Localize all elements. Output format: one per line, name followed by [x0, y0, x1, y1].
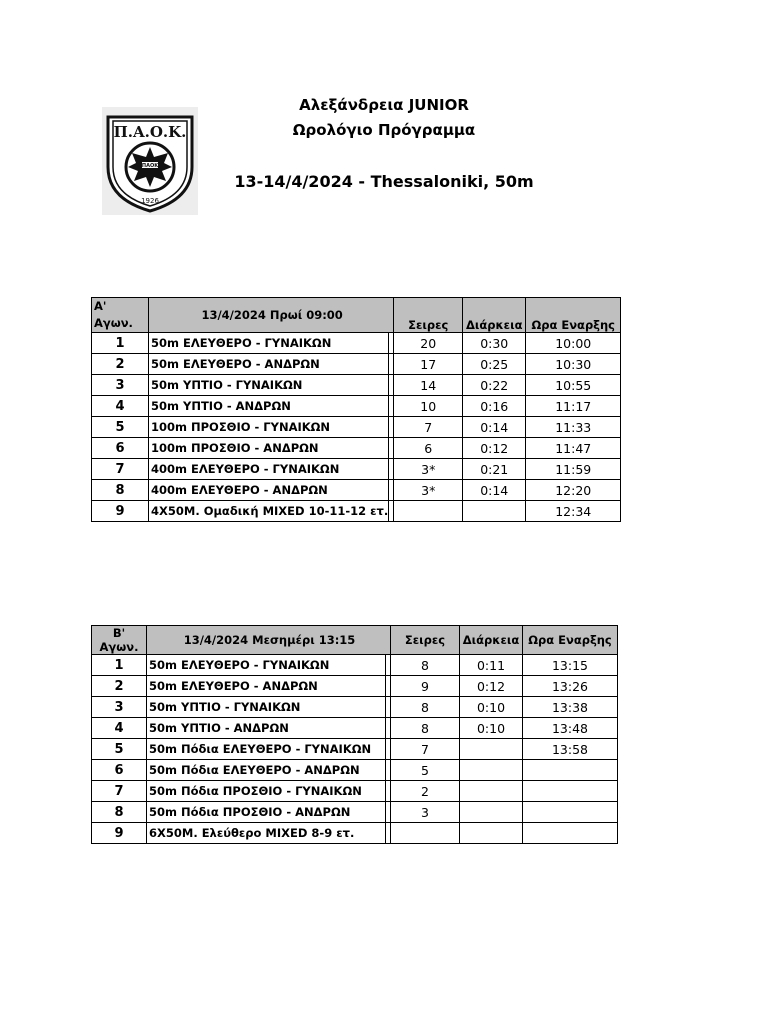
duration: 0:22	[463, 375, 526, 396]
event-name: 4X50M. Ομαδική MIXED 10-11-12 ετ.	[149, 501, 389, 522]
series-count: 6	[394, 438, 463, 459]
table-row	[92, 718, 618, 739]
series-count: 3*	[394, 459, 463, 480]
event-name: 50m Πόδια ΕΛΕΥΘΕΡΟ - ΑΝΔΡΩΝ	[147, 760, 386, 781]
event-name: 100m ΠΡΟΣΘΙΟ - ΑΝΔΡΩΝ	[149, 438, 389, 459]
series-count: 20	[394, 333, 463, 354]
series-count: 5	[391, 760, 460, 781]
col-series: Σειρες	[391, 626, 460, 655]
start-time: 11:47	[526, 438, 621, 459]
table-row	[92, 760, 618, 781]
event-name: 6X50M. Ελεύθερο MIXED 8-9 ετ.	[147, 823, 386, 844]
duration: 0:12	[460, 676, 523, 697]
start-time: 10:30	[526, 354, 621, 375]
event-name: 50m ΕΛΕΥΘΕΡΟ - ΑΝΔΡΩΝ	[149, 354, 389, 375]
start-time: 13:58	[523, 739, 618, 760]
duration: 0:16	[463, 396, 526, 417]
event-number: 1	[92, 655, 147, 676]
series-count	[391, 823, 460, 844]
table-row	[92, 501, 621, 522]
start-time: 12:34	[526, 501, 621, 522]
event-number: 9	[92, 501, 149, 522]
session-title: 13/4/2024 Πρωί 09:00	[149, 298, 394, 333]
start-time: 11:33	[526, 417, 621, 438]
series-count: 3	[391, 802, 460, 823]
session-a-table	[91, 297, 621, 522]
series-count: 8	[391, 718, 460, 739]
event-name: 50m Πόδια ΕΛΕΥΘΕΡΟ - ΓΥΝΑΙΚΩΝ	[147, 739, 386, 760]
series-count: 7	[391, 739, 460, 760]
series-count: 8	[391, 697, 460, 718]
event-number: 1	[92, 333, 149, 354]
event-number: 2	[92, 354, 149, 375]
event-name: 50m ΥΠΤΙΟ - ΑΝΔΡΩΝ	[149, 396, 389, 417]
start-time: 11:17	[526, 396, 621, 417]
event-number: 8	[92, 480, 149, 501]
table-row	[92, 354, 621, 375]
table-row	[92, 438, 621, 459]
svg-text:1926: 1926	[141, 197, 159, 205]
duration	[463, 501, 526, 522]
start-time	[523, 760, 618, 781]
event-name: 50m Πόδια ΠΡΟΣΘΙΟ - ΓΥΝΑΙΚΩΝ	[147, 781, 386, 802]
table-row	[92, 739, 618, 760]
duration: 0:10	[460, 697, 523, 718]
event-number: 6	[92, 438, 149, 459]
start-time: 13:48	[523, 718, 618, 739]
page-subtitle: Ωρολόγιο Πρόγραμμα	[292, 121, 476, 139]
duration: 0:14	[463, 417, 526, 438]
start-time: 10:55	[526, 375, 621, 396]
table-row	[92, 697, 618, 718]
table-row	[92, 781, 618, 802]
start-time: 10:00	[526, 333, 621, 354]
table-row	[92, 802, 618, 823]
event-number: 7	[92, 459, 149, 480]
duration: 0:10	[460, 718, 523, 739]
duration: 0:12	[463, 438, 526, 459]
start-time: 13:26	[523, 676, 618, 697]
duration: 0:25	[463, 354, 526, 375]
event-name: 50m ΥΠΤΙΟ - ΓΥΝΑΙΚΩΝ	[149, 375, 389, 396]
start-time: 12:20	[526, 480, 621, 501]
start-time	[523, 823, 618, 844]
start-time: 13:15	[523, 655, 618, 676]
duration	[460, 781, 523, 802]
series-count: 3*	[394, 480, 463, 501]
event-name: 50m ΕΛΕΥΘΕΡΟ - ΓΥΝΑΙΚΩΝ	[149, 333, 389, 354]
table-row	[92, 417, 621, 438]
table-row	[92, 333, 621, 354]
event-name: 400m ΕΛΕΥΘΕΡΟ - ΓΥΝΑΙΚΩΝ	[149, 459, 389, 480]
series-count: 9	[391, 676, 460, 697]
svg-text:ΠΑΟΚ: ΠΑΟΚ	[141, 163, 159, 169]
event-number: 3	[92, 697, 147, 718]
series-count: 2	[391, 781, 460, 802]
svg-text:Π.Α.Ο.Κ.: Π.Α.Ο.Κ.	[113, 123, 187, 141]
event-name: 50m ΥΠΤΙΟ - ΓΥΝΑΙΚΩΝ	[147, 697, 386, 718]
duration	[460, 823, 523, 844]
event-number: 5	[92, 417, 149, 438]
event-name: 50m ΥΠΤΙΟ - ΑΝΔΡΩΝ	[147, 718, 386, 739]
duration: 0:11	[460, 655, 523, 676]
duration	[460, 760, 523, 781]
series-count: 10	[394, 396, 463, 417]
table-row	[92, 396, 621, 417]
start-time	[523, 802, 618, 823]
session-label: Β' Αγων.	[92, 626, 147, 655]
duration	[460, 739, 523, 760]
series-count: 8	[391, 655, 460, 676]
session-b-table	[91, 625, 618, 844]
event-number: 6	[92, 760, 147, 781]
col-series: Σειρες	[394, 298, 463, 333]
event-number: 9	[92, 823, 147, 844]
table-row	[92, 480, 621, 501]
event-number: 5	[92, 739, 147, 760]
table-row	[92, 676, 618, 697]
event-number: 3	[92, 375, 149, 396]
col-duration: Διάρκεια	[463, 298, 526, 333]
series-count	[394, 501, 463, 522]
session-title: 13/4/2024 Μεσημέρι 13:15	[147, 626, 391, 655]
event-number: 7	[92, 781, 147, 802]
table-row	[92, 375, 621, 396]
event-number: 2	[92, 676, 147, 697]
series-count: 17	[394, 354, 463, 375]
duration: 0:21	[463, 459, 526, 480]
event-number: 4	[92, 396, 149, 417]
start-time	[523, 781, 618, 802]
series-count: 7	[394, 417, 463, 438]
table-row	[92, 823, 618, 844]
session-label: Α' Αγων.	[92, 298, 149, 333]
col-duration: Διάρκεια	[460, 626, 523, 655]
col-start-time: Ωρα Εναρξης	[526, 298, 621, 333]
duration: 0:14	[463, 480, 526, 501]
table-row	[92, 655, 618, 676]
series-count: 14	[394, 375, 463, 396]
event-number: 8	[92, 802, 147, 823]
event-name: 50m ΕΛΕΥΘΕΡΟ - ΑΝΔΡΩΝ	[147, 676, 386, 697]
col-start-time: Ωρα Εναρξης	[523, 626, 618, 655]
event-number: 4	[92, 718, 147, 739]
duration	[460, 802, 523, 823]
start-time: 11:59	[526, 459, 621, 480]
event-name: 400m ΕΛΕΥΘΕΡΟ - ΑΝΔΡΩΝ	[149, 480, 389, 501]
duration: 0:30	[463, 333, 526, 354]
event-date-location: 13-14/4/2024 - Thessaloniki, 50m	[234, 172, 534, 191]
page-title: Αλεξάνδρεια JUNIOR	[299, 96, 469, 114]
event-name: 50m ΕΛΕΥΘΕΡΟ - ΓΥΝΑΙΚΩΝ	[147, 655, 386, 676]
start-time: 13:38	[523, 697, 618, 718]
event-name: 100m ΠΡΟΣΘΙΟ - ΓΥΝΑΙΚΩΝ	[149, 417, 389, 438]
table-row	[92, 459, 621, 480]
event-name: 50m Πόδια ΠΡΟΣΘΙΟ - ΑΝΔΡΩΝ	[147, 802, 386, 823]
